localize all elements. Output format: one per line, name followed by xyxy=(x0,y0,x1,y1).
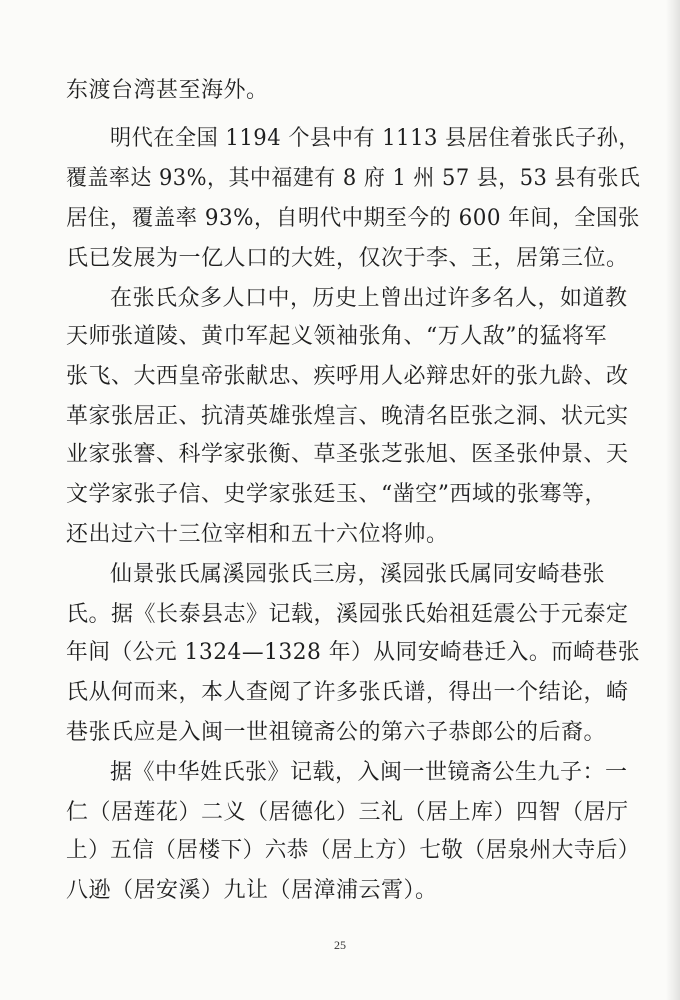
text-line: 覆盖率达 93%，其中福建有 8 府 1 州 57 县，53 县有张氏 xyxy=(66,166,641,191)
text-line: 业家张謇、科学家张衡、草圣张芝张旭、医圣张仲景、天 xyxy=(66,442,629,467)
text-line: 仙景张氏属溪园张氏三房，溪园张氏属同安崎巷张 xyxy=(110,562,606,587)
text-line: 上）五信（居楼下）六恭（居上方）七敬（居泉州大寺后） xyxy=(66,838,641,863)
text-line: 还出过六十三位宰相和五十六位将帅。 xyxy=(66,522,449,547)
text-line: 八逊（居安溪）九让（居漳浦云霄）。 xyxy=(66,878,438,903)
text-line: 天师张道陵、黄巾军起义领袖张角、“万人敌”的猛将军 xyxy=(66,324,607,349)
text-line: 年间（公元 1324—1328 年）从同安崎巷迁入。而崎巷张 xyxy=(66,640,640,665)
text-line: 氏已发展为一亿人口的大姓，仅次于李、王，居第三位。 xyxy=(66,246,629,271)
text-line: 张飞、大西皇帝张献忠、疾呼用人必辩忠奸的张九龄、改 xyxy=(66,364,629,389)
scan-edge-shadow xyxy=(666,0,680,1000)
page-number: 25 xyxy=(334,938,346,952)
text-line: 东渡台湾甚至海外。 xyxy=(66,78,269,103)
text-line: 在张氏众多人口中，历史上曾出过许多名人，如道教 xyxy=(110,286,628,311)
text-line: 氏。据《长泰县志》记载，溪园张氏始祖廷震公于元泰定 xyxy=(66,602,629,627)
text-line: 仁（居莲花）二义（居德化）三礼（居上库）四智（居厅 xyxy=(66,800,629,825)
text-line: 文学家张子信、史学家张廷玉、“凿空”西域的张骞等， xyxy=(66,482,607,507)
text-line: 明代在全国 1194 个县中有 1113 县居住着张氏子孙， xyxy=(110,126,640,151)
text-line: 革家张居正、抗清英雄张煌言、晚清名臣张之洞、状元实 xyxy=(66,404,629,429)
text-line: 巷张氏应是入闽一世祖镜斋公的第六子恭郎公的后裔。 xyxy=(66,720,607,745)
text-line: 居住，覆盖率 93%，自明代中期至今的 600 年间，全国张 xyxy=(66,206,640,231)
text-line: 氏从何而来，本人查阅了许多张氏谱，得出一个结论，崎 xyxy=(66,680,629,705)
text-line: 据《中华姓氏张》记载，入闽一世镜斋公生九子：一 xyxy=(110,760,628,785)
